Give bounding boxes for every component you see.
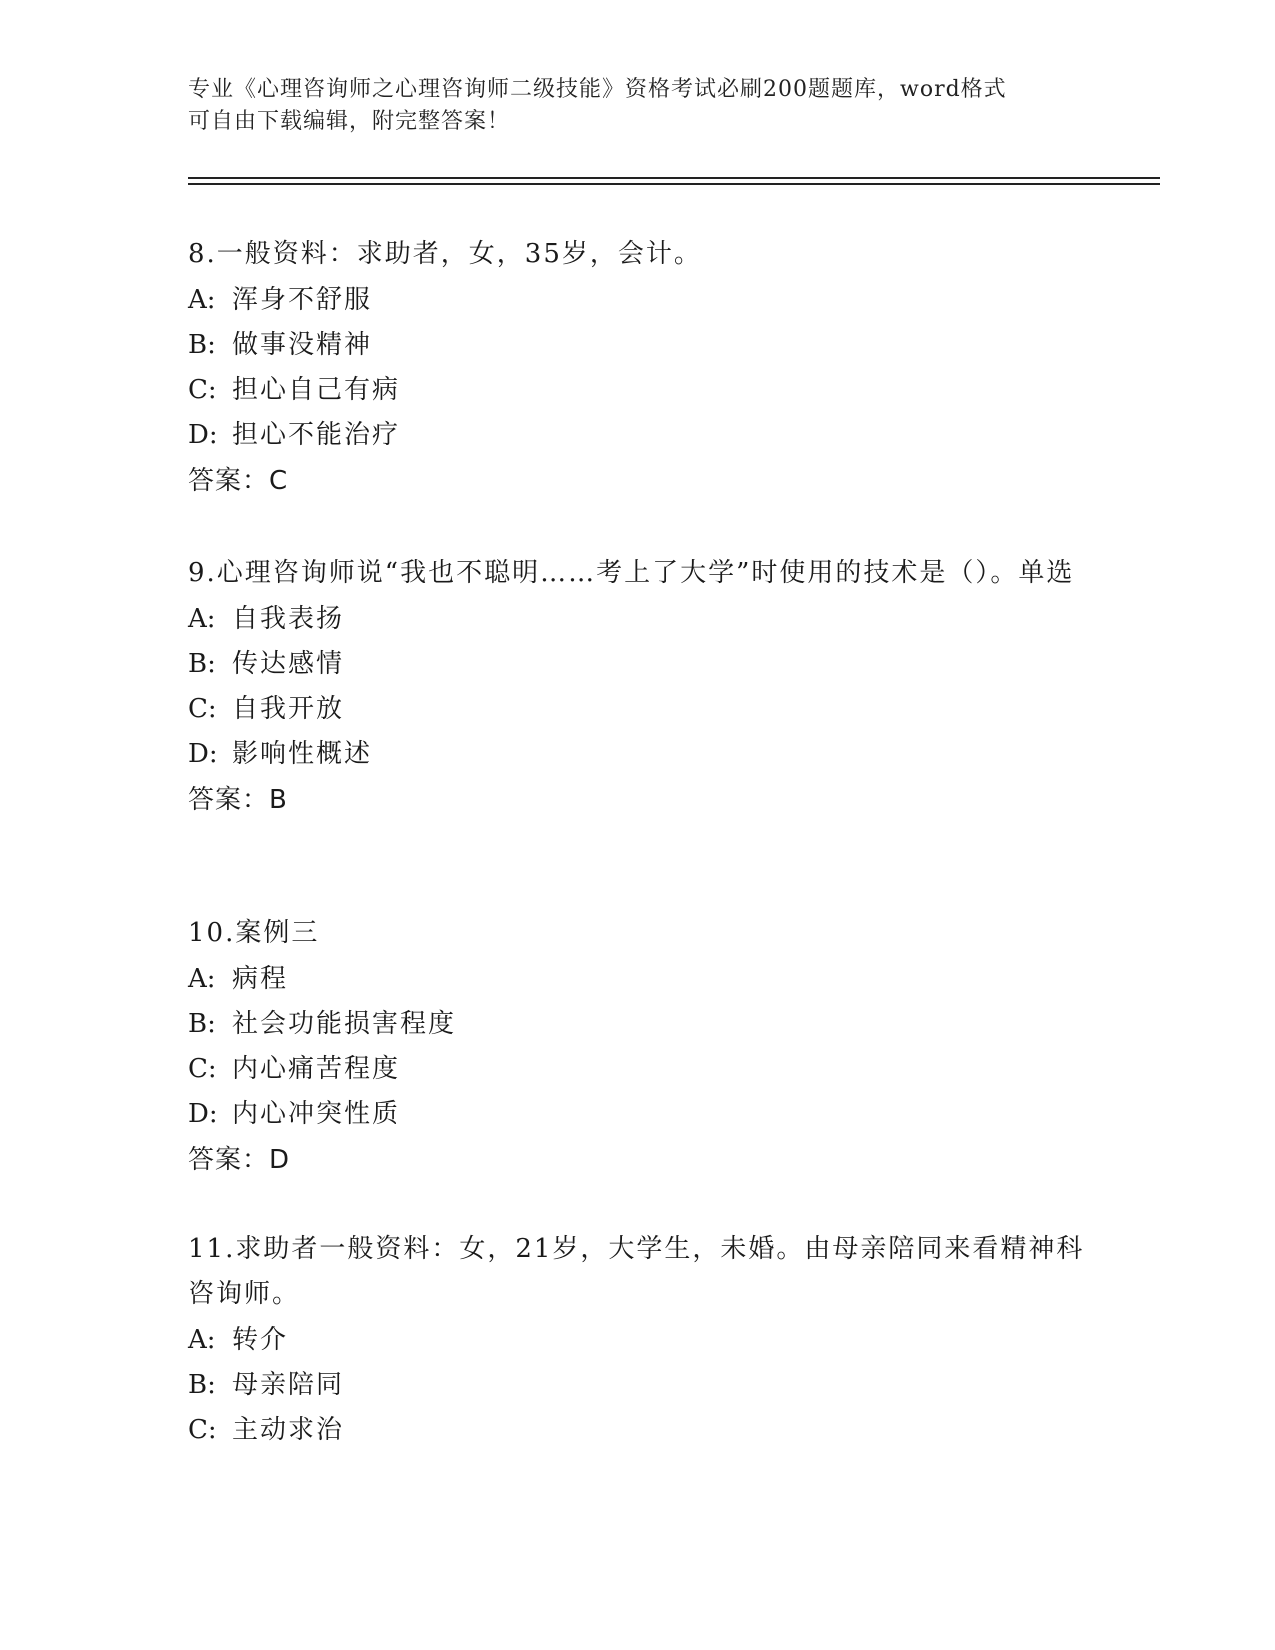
option-text: 担心自己有病 <box>232 375 401 405</box>
option-text: 自我表扬 <box>232 604 345 634</box>
option-a <box>188 1318 1108 1363</box>
question-10 <box>188 911 1108 1183</box>
option-key: D: <box>188 420 218 450</box>
option-text: 传达感情 <box>232 649 345 679</box>
option-key: A: <box>188 1325 216 1355</box>
option-text: 担心不能治疗 <box>232 420 401 450</box>
option-key: A: <box>188 285 216 315</box>
header-divider-top <box>188 177 1160 179</box>
header-line-2: 可自由下载编辑，附完整答案！ <box>188 109 511 134</box>
answer-line: 答案：B <box>188 785 288 815</box>
option-d <box>188 1092 1108 1137</box>
option-b <box>188 323 1108 368</box>
question-11 <box>188 1227 1108 1453</box>
option-b <box>188 1002 1108 1047</box>
option-key: D: <box>188 1099 218 1129</box>
option-key: B: <box>188 1370 216 1400</box>
option-key: B: <box>188 330 216 360</box>
question-stem: 11.求助者一般资料：女，21岁，大学生，未婚。由母亲陪同来看精神科咨询师。 <box>188 1234 1085 1309</box>
option-text: 内心痛苦程度 <box>232 1054 401 1084</box>
option-text: 影响性概述 <box>232 739 373 769</box>
option-d <box>188 413 1108 458</box>
option-b <box>188 642 1108 687</box>
option-key: C: <box>188 694 217 724</box>
option-key: A: <box>188 604 216 634</box>
header-divider-bottom <box>188 183 1160 185</box>
document-header <box>188 74 1088 138</box>
answer-line: 答案：C <box>188 466 289 496</box>
option-c <box>188 687 1108 732</box>
option-key: A: <box>188 964 216 994</box>
option-key: C: <box>188 1054 217 1084</box>
option-text: 主动求治 <box>232 1415 345 1445</box>
option-key: C: <box>188 1415 217 1445</box>
option-key: C: <box>188 375 217 405</box>
question-stem: 10.案例三 <box>188 918 320 948</box>
option-text: 社会功能损害程度 <box>232 1009 457 1039</box>
option-key: B: <box>188 649 216 679</box>
option-c <box>188 368 1108 413</box>
option-a <box>188 957 1108 1002</box>
option-a <box>188 278 1108 323</box>
option-text: 自我开放 <box>232 694 345 724</box>
option-text: 浑身不舒服 <box>232 285 373 315</box>
option-a <box>188 597 1108 642</box>
option-text: 做事没精神 <box>232 330 373 360</box>
option-text: 转介 <box>232 1325 289 1355</box>
answer-line: 答案：D <box>188 1145 291 1175</box>
option-c <box>188 1047 1108 1092</box>
option-text: 母亲陪同 <box>232 1370 345 1400</box>
question-stem: 9.心理咨询师说“我也不聪明……考上了大学”时使用的技术是（）。单选 <box>188 558 1075 588</box>
option-key: B: <box>188 1009 216 1039</box>
option-text: 内心冲突性质 <box>232 1099 401 1129</box>
question-stem: 8.一般资料：求助者，女，35岁，会计。 <box>188 239 702 269</box>
option-c <box>188 1408 1108 1453</box>
option-key: D: <box>188 739 218 769</box>
option-b <box>188 1363 1108 1408</box>
option-text: 病程 <box>232 964 289 994</box>
option-d <box>188 732 1108 777</box>
question-8 <box>188 232 1108 504</box>
header-line-1: 专业《心理咨询师之心理咨询师二级技能》资格考试必刷200题题库，word格式 <box>188 77 1007 102</box>
question-9 <box>188 551 1108 823</box>
